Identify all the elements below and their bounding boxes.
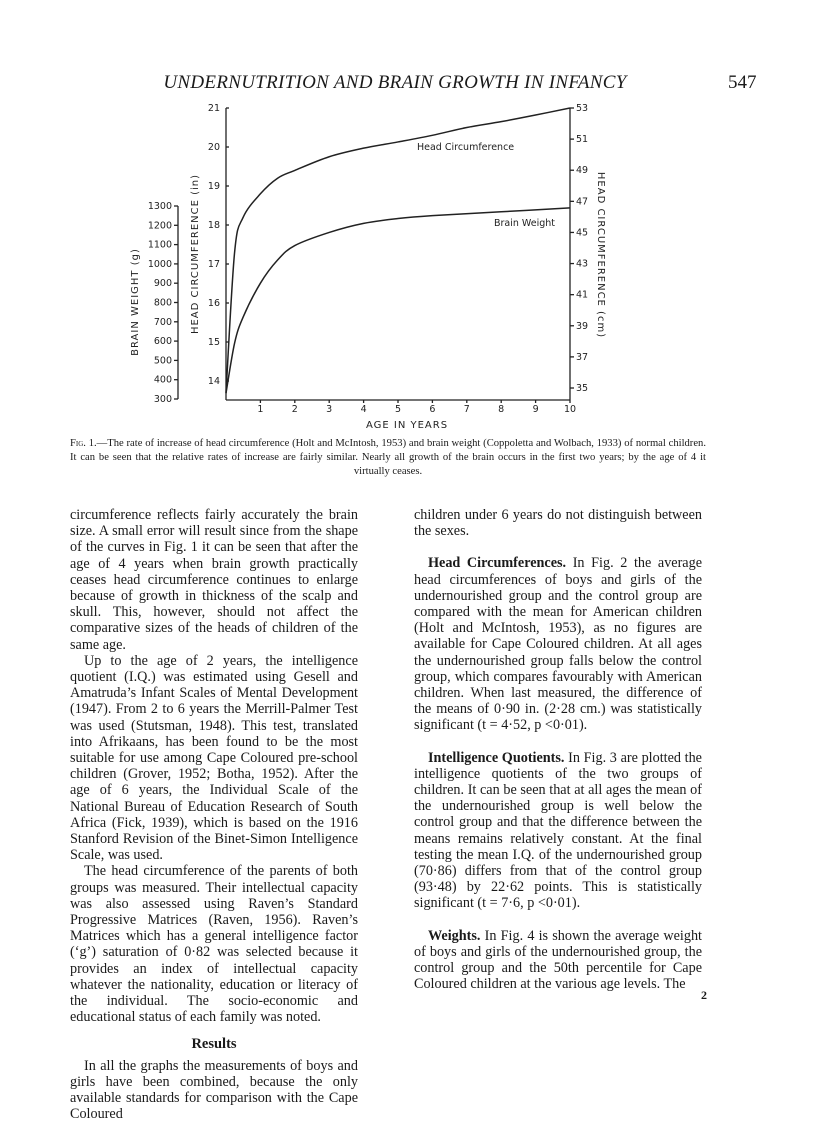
left-column — [70, 507, 358, 1123]
g-tick-label: 300 — [153, 394, 172, 405]
results-heading: Results — [191, 1035, 237, 1052]
page-number: 547 — [728, 72, 757, 93]
g-tick-label: 900 — [153, 278, 172, 290]
paragraph: In all the graphs the measurements of boys and girls have been combined, because the only available standards for comparison with the Cape Coloured — [70, 1057, 358, 1123]
x-axis-label: AGE IN YEARS — [365, 420, 449, 431]
x-tick-label: 9 — [532, 404, 539, 415]
g-tick-label: 500 — [153, 355, 172, 367]
g-tick-label: 800 — [153, 297, 172, 309]
figure-caption — [70, 437, 706, 479]
paragraph: Up to the age of 2 years, the intelligence quotient (I.Q.) was estimated using Gesell and Amatruda’s Infant Scales of Mental Development (1947). From 2 to 6 years the Merrill-Palmer Test was used (Stutsman, 1948). This test, translated into Afrikaans, has been found to be the most suitable for use among Cape Coloured pre-school children (Grover, 1952; Botha, 1952). After the age of 6 years, the Individual Scale of the National Bureau of Education Research of South Africa (Fick, 1939), which is based on the 1916 Stanford Revision of the Binet-Simon Intelligence Scale, was used. — [70, 652, 358, 864]
caption-text: —The rate of increase of head circumference (Holt and McIntosh, 1953) and brain weight (Coppoletta and Wolbach, 1933) of normal children. It can be seen that the relative rates of increase are fairly similar. Nearly all growth of the brain occurs in the first two years; by the age of 4 it virtually ceases. — [70, 438, 706, 477]
cm-tick-label: 51 — [576, 134, 589, 146]
series-label-head-circumference: Head Circumference — [417, 142, 515, 153]
chart-labels — [130, 142, 606, 431]
x-tick-label: 1 — [257, 404, 264, 415]
right-column — [414, 507, 702, 992]
cm-tick-label: 45 — [576, 227, 589, 239]
g-tick-label: 1200 — [147, 220, 172, 232]
running-title: UNDERNUTRITION AND BRAIN GROWTH IN INFANCY — [163, 72, 627, 93]
x-tick-label: 2 — [291, 404, 298, 415]
series-line-brain-weight — [226, 208, 570, 393]
y-axis-label-brain-weight: BRAIN WEIGHT (g) — [130, 248, 141, 356]
signature-mark: 2 — [701, 988, 707, 1002]
cm-tick-label: 53 — [576, 103, 589, 114]
paragraph: circumference reflects fairly accurately the brain size. A small error will result since from the shape of the curves in Fig. 1 it can be seen that after the age of 4 years when brain growth practically ceases head circumference continues to enlarge because of growth in thickness of the scalp and skull. This, however, should not affect the comparative sizes of the heads of children of the same age. — [70, 507, 358, 653]
g-tick-label: 400 — [153, 374, 172, 386]
g-tick-label: 1300 — [147, 201, 172, 212]
section-title: Intelligence Quotients. — [428, 749, 565, 766]
caption-label: Fig. 1. — [70, 438, 97, 449]
in-tick-label: 21 — [207, 103, 220, 114]
figure-1-chart — [0, 0, 816, 436]
in-tick-label: 20 — [207, 142, 220, 153]
x-tick-label: 10 — [563, 404, 577, 415]
series-line-head-circumference — [226, 108, 570, 393]
paragraph-weights — [414, 928, 702, 993]
x-tick-label: 3 — [326, 404, 333, 415]
y-axis-label-in: HEAD CIRCUMFERENCE (in) — [190, 173, 201, 335]
cm-tick-label: 47 — [576, 196, 589, 208]
paragraph-intelligence-quotients — [414, 750, 702, 912]
cm-tick-label: 43 — [576, 258, 589, 270]
section-text: In Fig. 4 is shown the average weight of boys and girls of the undernourished group, the control group and the 50th percentile for Cape Coloured children at the various age levels. The — [414, 927, 702, 993]
cm-tick-label: 49 — [576, 165, 589, 177]
chart-axes — [148, 103, 588, 415]
in-tick-label: 17 — [207, 259, 220, 270]
g-tick-label: 1100 — [147, 239, 172, 251]
cm-tick-label: 37 — [576, 351, 589, 363]
g-tick-label: 700 — [153, 316, 172, 328]
in-tick-label: 16 — [207, 298, 220, 309]
cm-tick-label: 35 — [576, 383, 589, 394]
cm-tick-label: 41 — [576, 289, 589, 301]
cm-tick-label: 39 — [576, 320, 589, 332]
in-tick-label: 14 — [207, 376, 220, 387]
x-tick-label: 5 — [394, 404, 402, 415]
section-text: In Fig. 2 the average head circumferences of boys and girls of the undernourished group and the control group are compared with the mean for American children (Holt and McIntosh, 1953), as no figures are available for Cape Coloured children. At all ages the undernourished group falls below the control group, which compares favourably with American children. When last measured, the difference of the means of 0·90 in. (2·28 cm.) was statistically significant (t = 4·52, p <0·01). — [414, 555, 702, 734]
y-axis-label-cm: HEAD CIRCUMFERENCE (cm) — [595, 171, 606, 339]
g-tick-label: 600 — [153, 336, 172, 348]
chart-curves — [226, 108, 570, 393]
in-tick-label: 18 — [207, 220, 220, 231]
in-tick-label: 15 — [207, 337, 220, 348]
paragraph-head-circumferences — [414, 555, 702, 733]
x-tick-label: 6 — [429, 404, 436, 415]
series-label-brain-weight: Brain Weight — [494, 218, 556, 229]
paragraph: The head circumference of the parents of both groups was measured. Their intellectual capacity was also assessed using Raven’s Standard Progressive Matrices (Raven, 1956). Raven’s Matrices which has a general intelligence factor (‘g’) saturation of 0·82 was selected because it provides an index of intellectual capacity whatever the nationality, education or literacy of the individual. The socio-economic and educational status of each family was noted. — [70, 863, 358, 1026]
section-title: Weights. — [428, 927, 481, 944]
g-tick-label: 1000 — [147, 258, 172, 270]
in-tick-label: 19 — [207, 181, 220, 192]
x-tick-label: 7 — [463, 404, 470, 415]
section-text: In Fig. 3 are plotted the intelligence quotients of the two groups of children. It can be seen that at all ages the mean of the undernourished group is well below the control group and that the difference between the means remains relatively constant. At the final testing the mean I.Q. of the undernourished group (70·86) differs from that of the control group (93·48) by 22·62 points. This is statistically significant (t = 7·6, p <0·01). — [414, 749, 702, 912]
x-tick-label: 8 — [498, 404, 505, 415]
x-tick-label: 4 — [360, 404, 367, 415]
paragraph: children under 6 years do not distinguish between the sexes. — [414, 507, 702, 540]
section-title: Head Circumferences. — [428, 555, 567, 572]
